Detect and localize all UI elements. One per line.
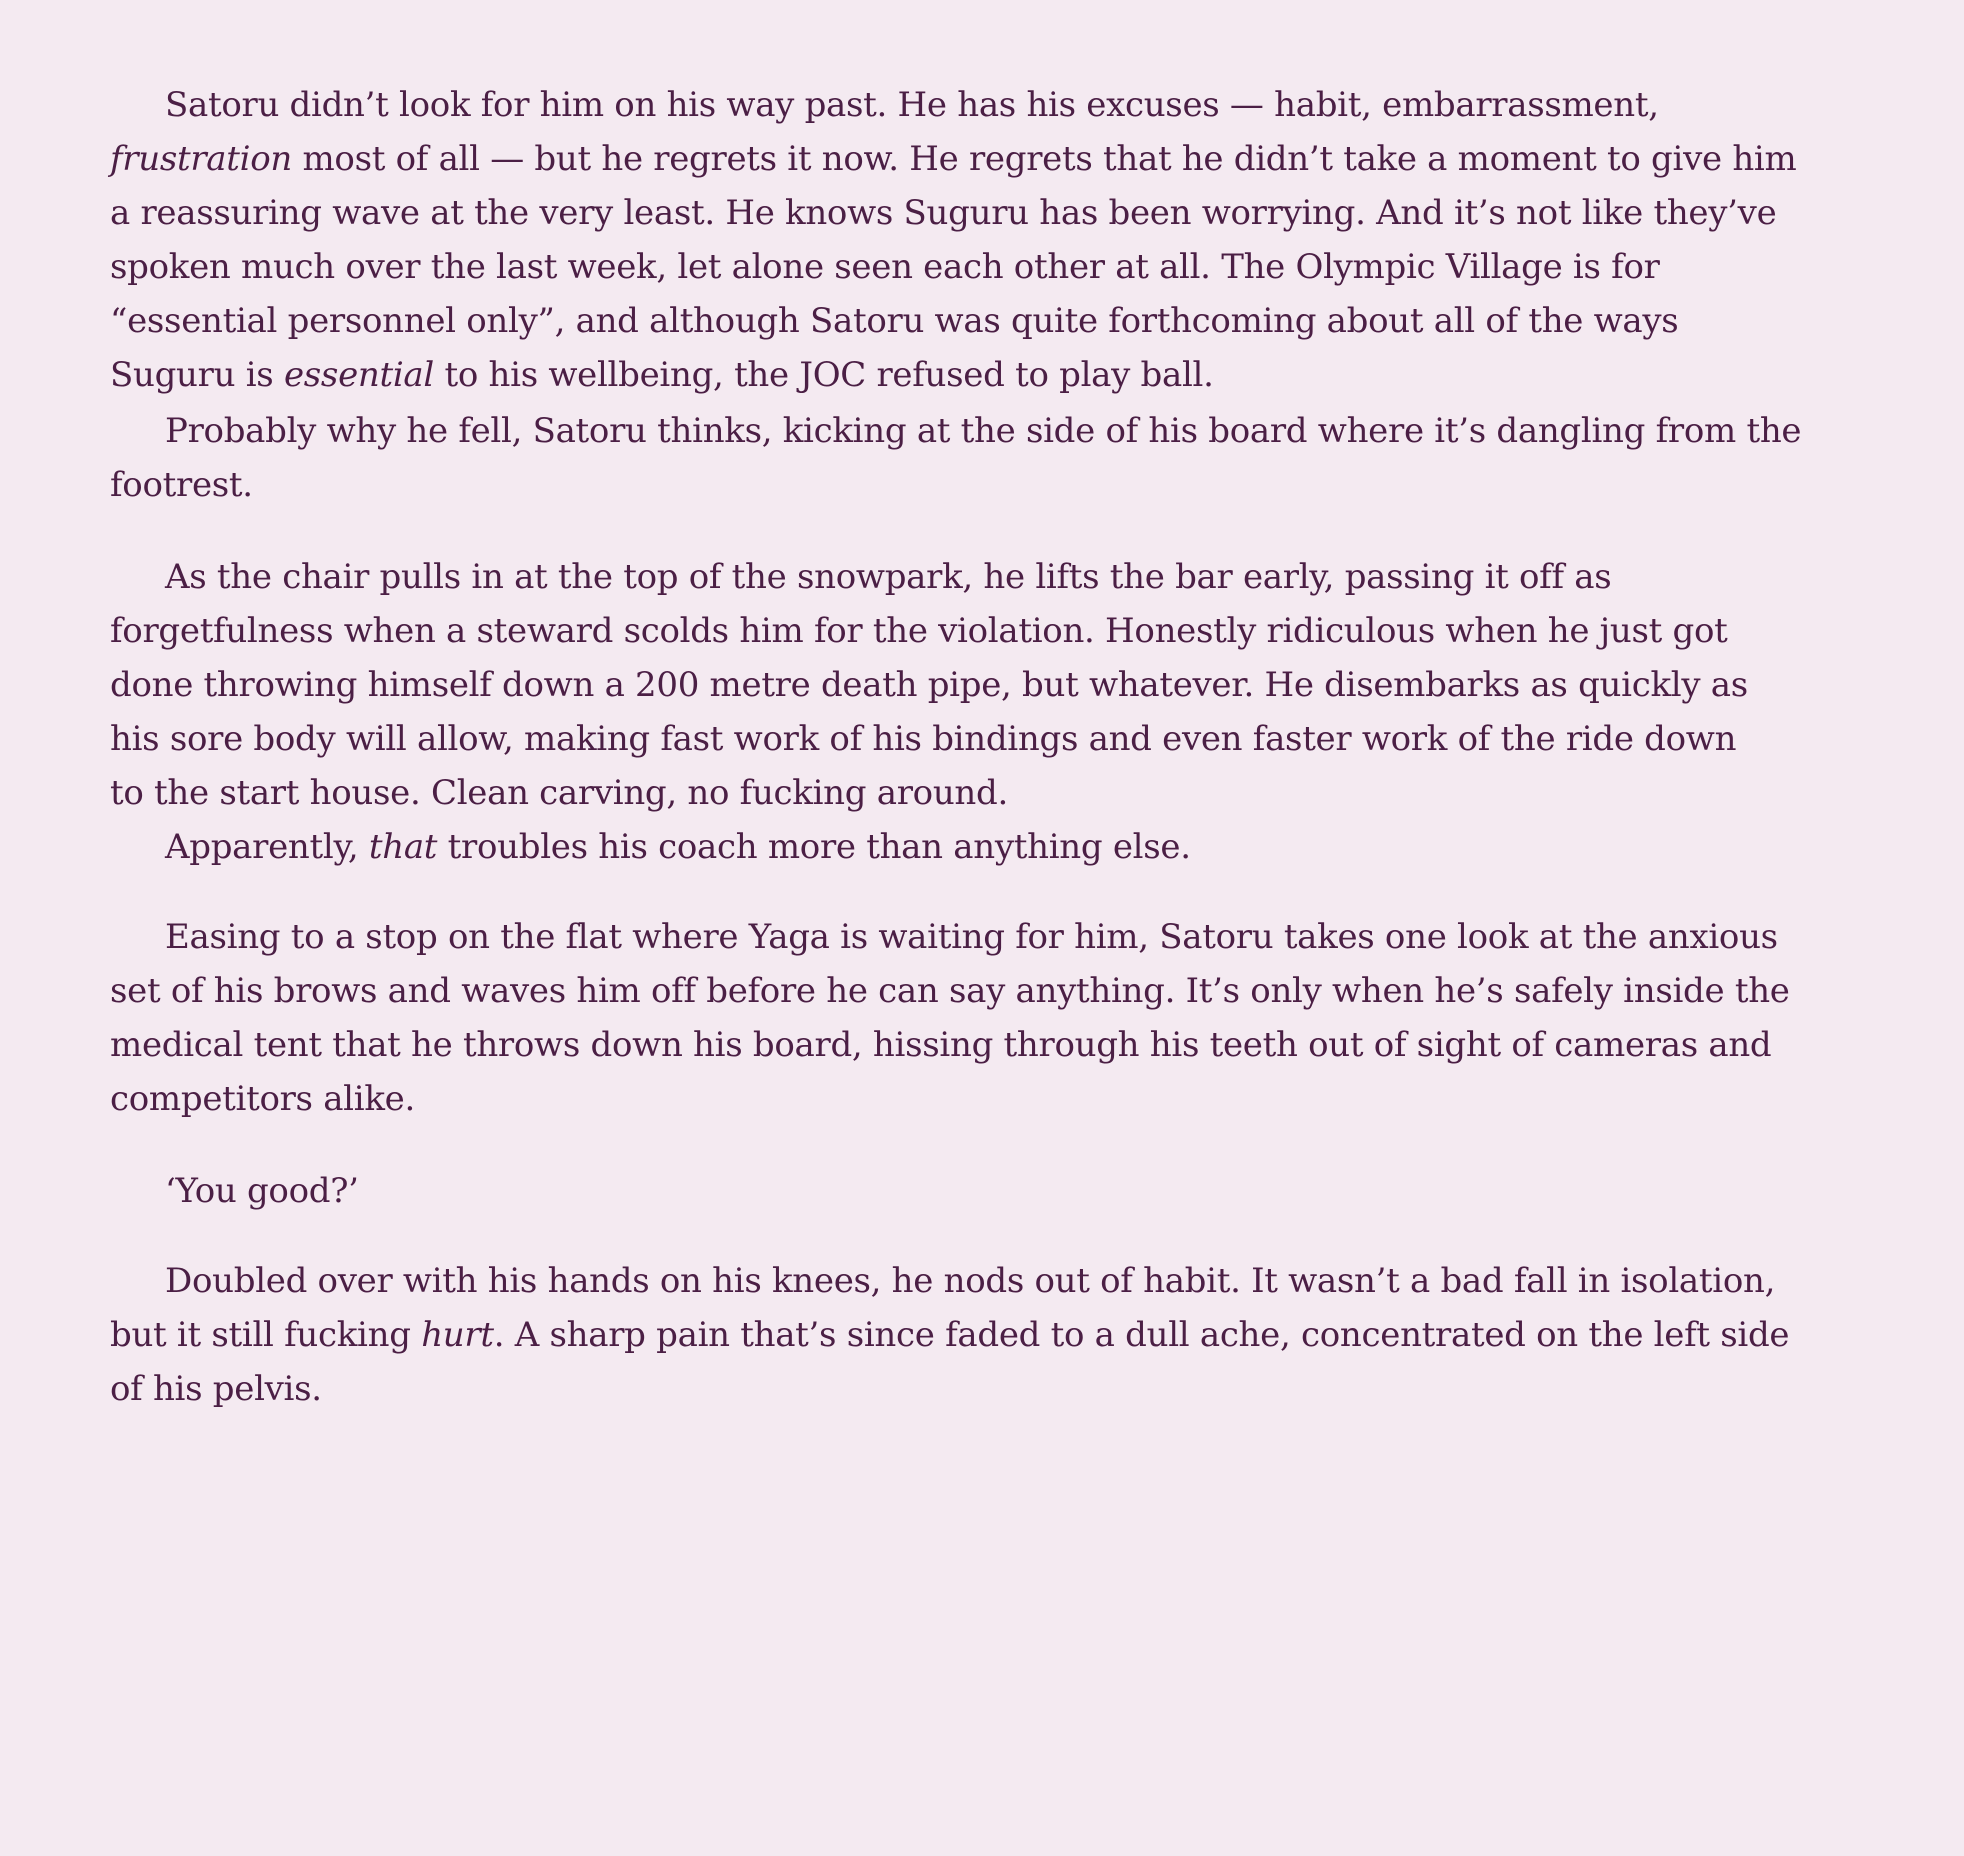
italic-text: hurt (421, 1315, 494, 1355)
text-run: “essential personnel only”, and although Satoru was quite forthcoming about all of the ways (110, 301, 1679, 341)
text-line (110, 658, 1830, 712)
paragraph (110, 1254, 1830, 1416)
text-line (110, 78, 1830, 132)
paragraph (110, 550, 1830, 820)
text-run: done throwing himself down a 200 metre death pipe, but whatever. He disembarks as quickly as (110, 665, 1748, 705)
text-run: forgetfulness when a steward scolds him for the violation. Honestly ridiculous when he just got (110, 611, 1728, 651)
text-line (110, 766, 1830, 820)
paragraph (110, 910, 1830, 1126)
text-line (110, 1362, 1830, 1416)
text-run: Satoru didn’t look for him on his way past. He has his excuses — habit, embarrassment, (165, 85, 1659, 125)
text-run: Apparently, (165, 827, 369, 867)
text-line (110, 1018, 1830, 1072)
paragraph (110, 404, 1830, 512)
text-line (110, 348, 1830, 402)
text-line (110, 132, 1830, 186)
italic-text: frustration (110, 139, 292, 179)
text-run: Probably why he fell, Satoru thinks, kicking at the side of his board where it’s dangling from the (165, 411, 1802, 451)
text-run: to the start house. Clean carving, no fucking around. (110, 773, 1009, 813)
text-run: a reassuring wave at the very least. He knows Suguru has been worrying. And it’s not like they’ve (110, 193, 1777, 233)
text-line (110, 1254, 1830, 1308)
paragraph (110, 1164, 1830, 1218)
text-line (110, 550, 1830, 604)
text-run: Suguru is (110, 355, 284, 395)
text-run: medical tent that he throws down his board, hissing through his teeth out of sight of cameras and (110, 1025, 1772, 1065)
text-line (110, 294, 1830, 348)
text-line (110, 1072, 1830, 1126)
text-line (110, 404, 1830, 458)
text-run: ‘You good?’ (165, 1171, 359, 1211)
text-run: competitors alike. (110, 1079, 415, 1119)
text-run: to his wellbeing, the JOC refused to play ball. (433, 355, 1214, 395)
text-run: troubles his coach more than anything else. (437, 827, 1191, 867)
text-run: most of all — but he regrets it now. He regrets that he didn’t take a moment to give him (291, 139, 1797, 179)
text-run: . A sharp pain that’s since faded to a dull ache, concentrated on the left side (493, 1315, 1790, 1355)
text-line (110, 910, 1830, 964)
paragraph (110, 820, 1830, 874)
text-line (110, 820, 1830, 874)
text-line (110, 964, 1830, 1018)
text-run: set of his brows and waves him off before he can say anything. It’s only when he’s safely inside the (110, 971, 1790, 1011)
italic-text: that (368, 827, 438, 867)
text-run: Easing to a stop on the flat where Yaga is waiting for him, Satoru takes one look at the anxious (165, 917, 1778, 957)
paragraph (110, 78, 1830, 402)
text-run: his sore body will allow, making fast work of his bindings and even faster work of the ride down (110, 719, 1737, 759)
text-line (110, 604, 1830, 658)
text-line (110, 240, 1830, 294)
text-line (110, 1164, 1830, 1218)
text-run: of his pelvis. (110, 1369, 322, 1409)
text-line (110, 712, 1830, 766)
text-run: Doubled over with his hands on his knees, he nods out of habit. It wasn’t a bad fall in isolation, (165, 1261, 1776, 1301)
text-line (110, 458, 1830, 512)
italic-text: essential (283, 355, 434, 395)
text-run: As the chair pulls in at the top of the snowpark, he lifts the bar early, passing it off as (165, 557, 1612, 597)
text-run: spoken much over the last week, let alone seen each other at all. The Olympic Village is for (110, 247, 1660, 287)
text-run: but it still fucking (110, 1315, 422, 1355)
text-line (110, 186, 1830, 240)
text-line (110, 1308, 1830, 1362)
text-run: footrest. (110, 465, 253, 505)
